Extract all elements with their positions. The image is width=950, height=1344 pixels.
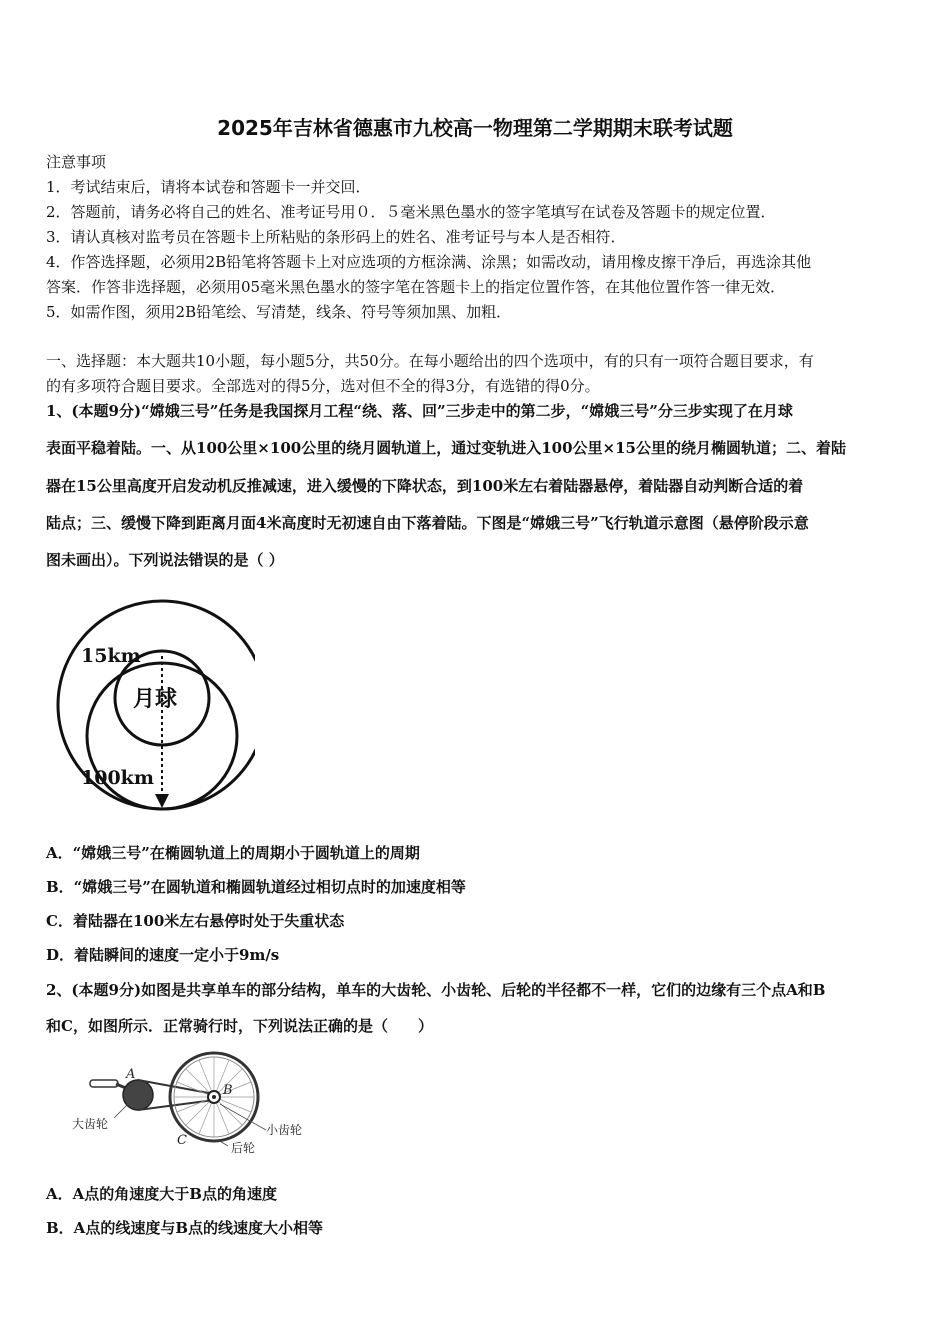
notice-item: 1．考试结束后，请将本试卷和答题卡一并交回． [46, 178, 371, 196]
option-b[interactable]: B．“嫦娥三号”在圆轨道和椭圆轨道经过相切点时的加速度相等 [46, 878, 466, 896]
pedal [90, 1080, 118, 1087]
label-15km: 15km [81, 645, 141, 667]
option-c[interactable]: C．着陆器在100米左右悬停时处于失重状态 [46, 912, 345, 930]
leader-small-gear [220, 1104, 266, 1130]
hub [212, 1095, 216, 1099]
question-1-text: 陆点；三、缓慢下降到距离月面4米高度时无初速自由下落着陆。下图是“嫦娥三号”飞行轨道示意图（悬停阶段示意 [46, 514, 809, 532]
question-1-text: 图未画出）。下列说法错误的是（ ） [46, 551, 284, 569]
option-a[interactable]: A．A点的角速度大于B点的角速度 [46, 1185, 277, 1203]
section-intro: 的有多项符合题目要求。全部选对的得5分，选对但不全的得3分，有选错的得0分。 [46, 377, 600, 395]
bicycle-diagram [66, 1048, 316, 1160]
label-100km: 100km [81, 767, 154, 789]
question-2-text: 2、(本题9分)如图是共享单车的部分结构，单车的大齿轮、小齿轮、后轮的半径都不一样，它们的边缘有三个点A和B [46, 981, 826, 999]
option-d[interactable]: D．着陆瞬间的速度一定小于9m/s [46, 946, 280, 964]
notice-item: 答案．作答非选择题，必须用05毫米黑色墨水的签字笔在答题卡上的指定位置作答，在其他位置作答一律无效． [46, 278, 786, 296]
leader-big-gear [114, 1104, 128, 1118]
question-1-text: 器在15公里高度开启发动机反推减速，进入缓慢的下降状态，到100米左右着陆器悬停，着陆器自动判断合适的着 [46, 477, 804, 495]
label-point-a: A [126, 1067, 136, 1082]
section-intro: 一、选择题：本大题共10小题，每小题5分，共50分。在每小题给出的四个选项中，有的只有一项符合题目要求，有 [46, 352, 814, 370]
big-gear [123, 1080, 153, 1110]
label-point-b: B [223, 1083, 233, 1098]
label-moon: 月球 [133, 687, 178, 712]
question-1-text: 表面平稳着陆。一、从100公里×100公里的绕月圆轨道上，通过变轨进入100公里×15公里的绕月椭圆轨道；二、着陆 [46, 439, 846, 457]
label-small-gear: 小齿轮 [266, 1123, 303, 1137]
option-a[interactable]: A．“嫦娥三号”在椭圆轨道上的周期小于圆轨道上的周期 [46, 844, 420, 862]
option-b[interactable]: B．A点的线速度与B点的线速度大小相等 [46, 1219, 323, 1237]
notice-item: 5．如需作图，须用2B铅笔绘、写清楚，线条、符号等须加黑、加粗． [46, 303, 512, 321]
question-2-text: 和C，如图所示．正常骑行时，下列说法正确的是（ ） [46, 1017, 433, 1035]
descent-arrow [155, 794, 169, 808]
notice-item: 3．请认真核对监考员在答题卡上所粘贴的条形码上的姓名、准考证号与本人是否相符． [46, 228, 626, 246]
label-rear-wheel: 后轮 [231, 1141, 256, 1155]
question-1-text: 1、(本题9分)“嫦娥三号”任务是我国探月工程“绕、落、回”三步走中的第二步，“嫦娥三号”分三步实现了在月球 [46, 402, 793, 420]
notice-item: 4．作答选择题，必须用2B铅笔将答题卡上对应选项的方框涂满、涂黑；如需改动，请用橡皮擦干净后，再选涂其他 [46, 253, 812, 271]
notice-item: 2．答题前，请务必将自己的姓名、准考证号用０．５毫米黑色墨水的签字笔填写在试卷及答题卡的规定位置． [46, 203, 776, 221]
label-big-gear: 大齿轮 [72, 1117, 109, 1131]
label-point-c: C [177, 1133, 187, 1148]
notice-heading: 注意事项 [46, 153, 107, 171]
orbit-diagram [55, 598, 255, 816]
page-title: 2025年吉林省德惠市九校高一物理第二学期期末联考试题 [217, 116, 733, 140]
